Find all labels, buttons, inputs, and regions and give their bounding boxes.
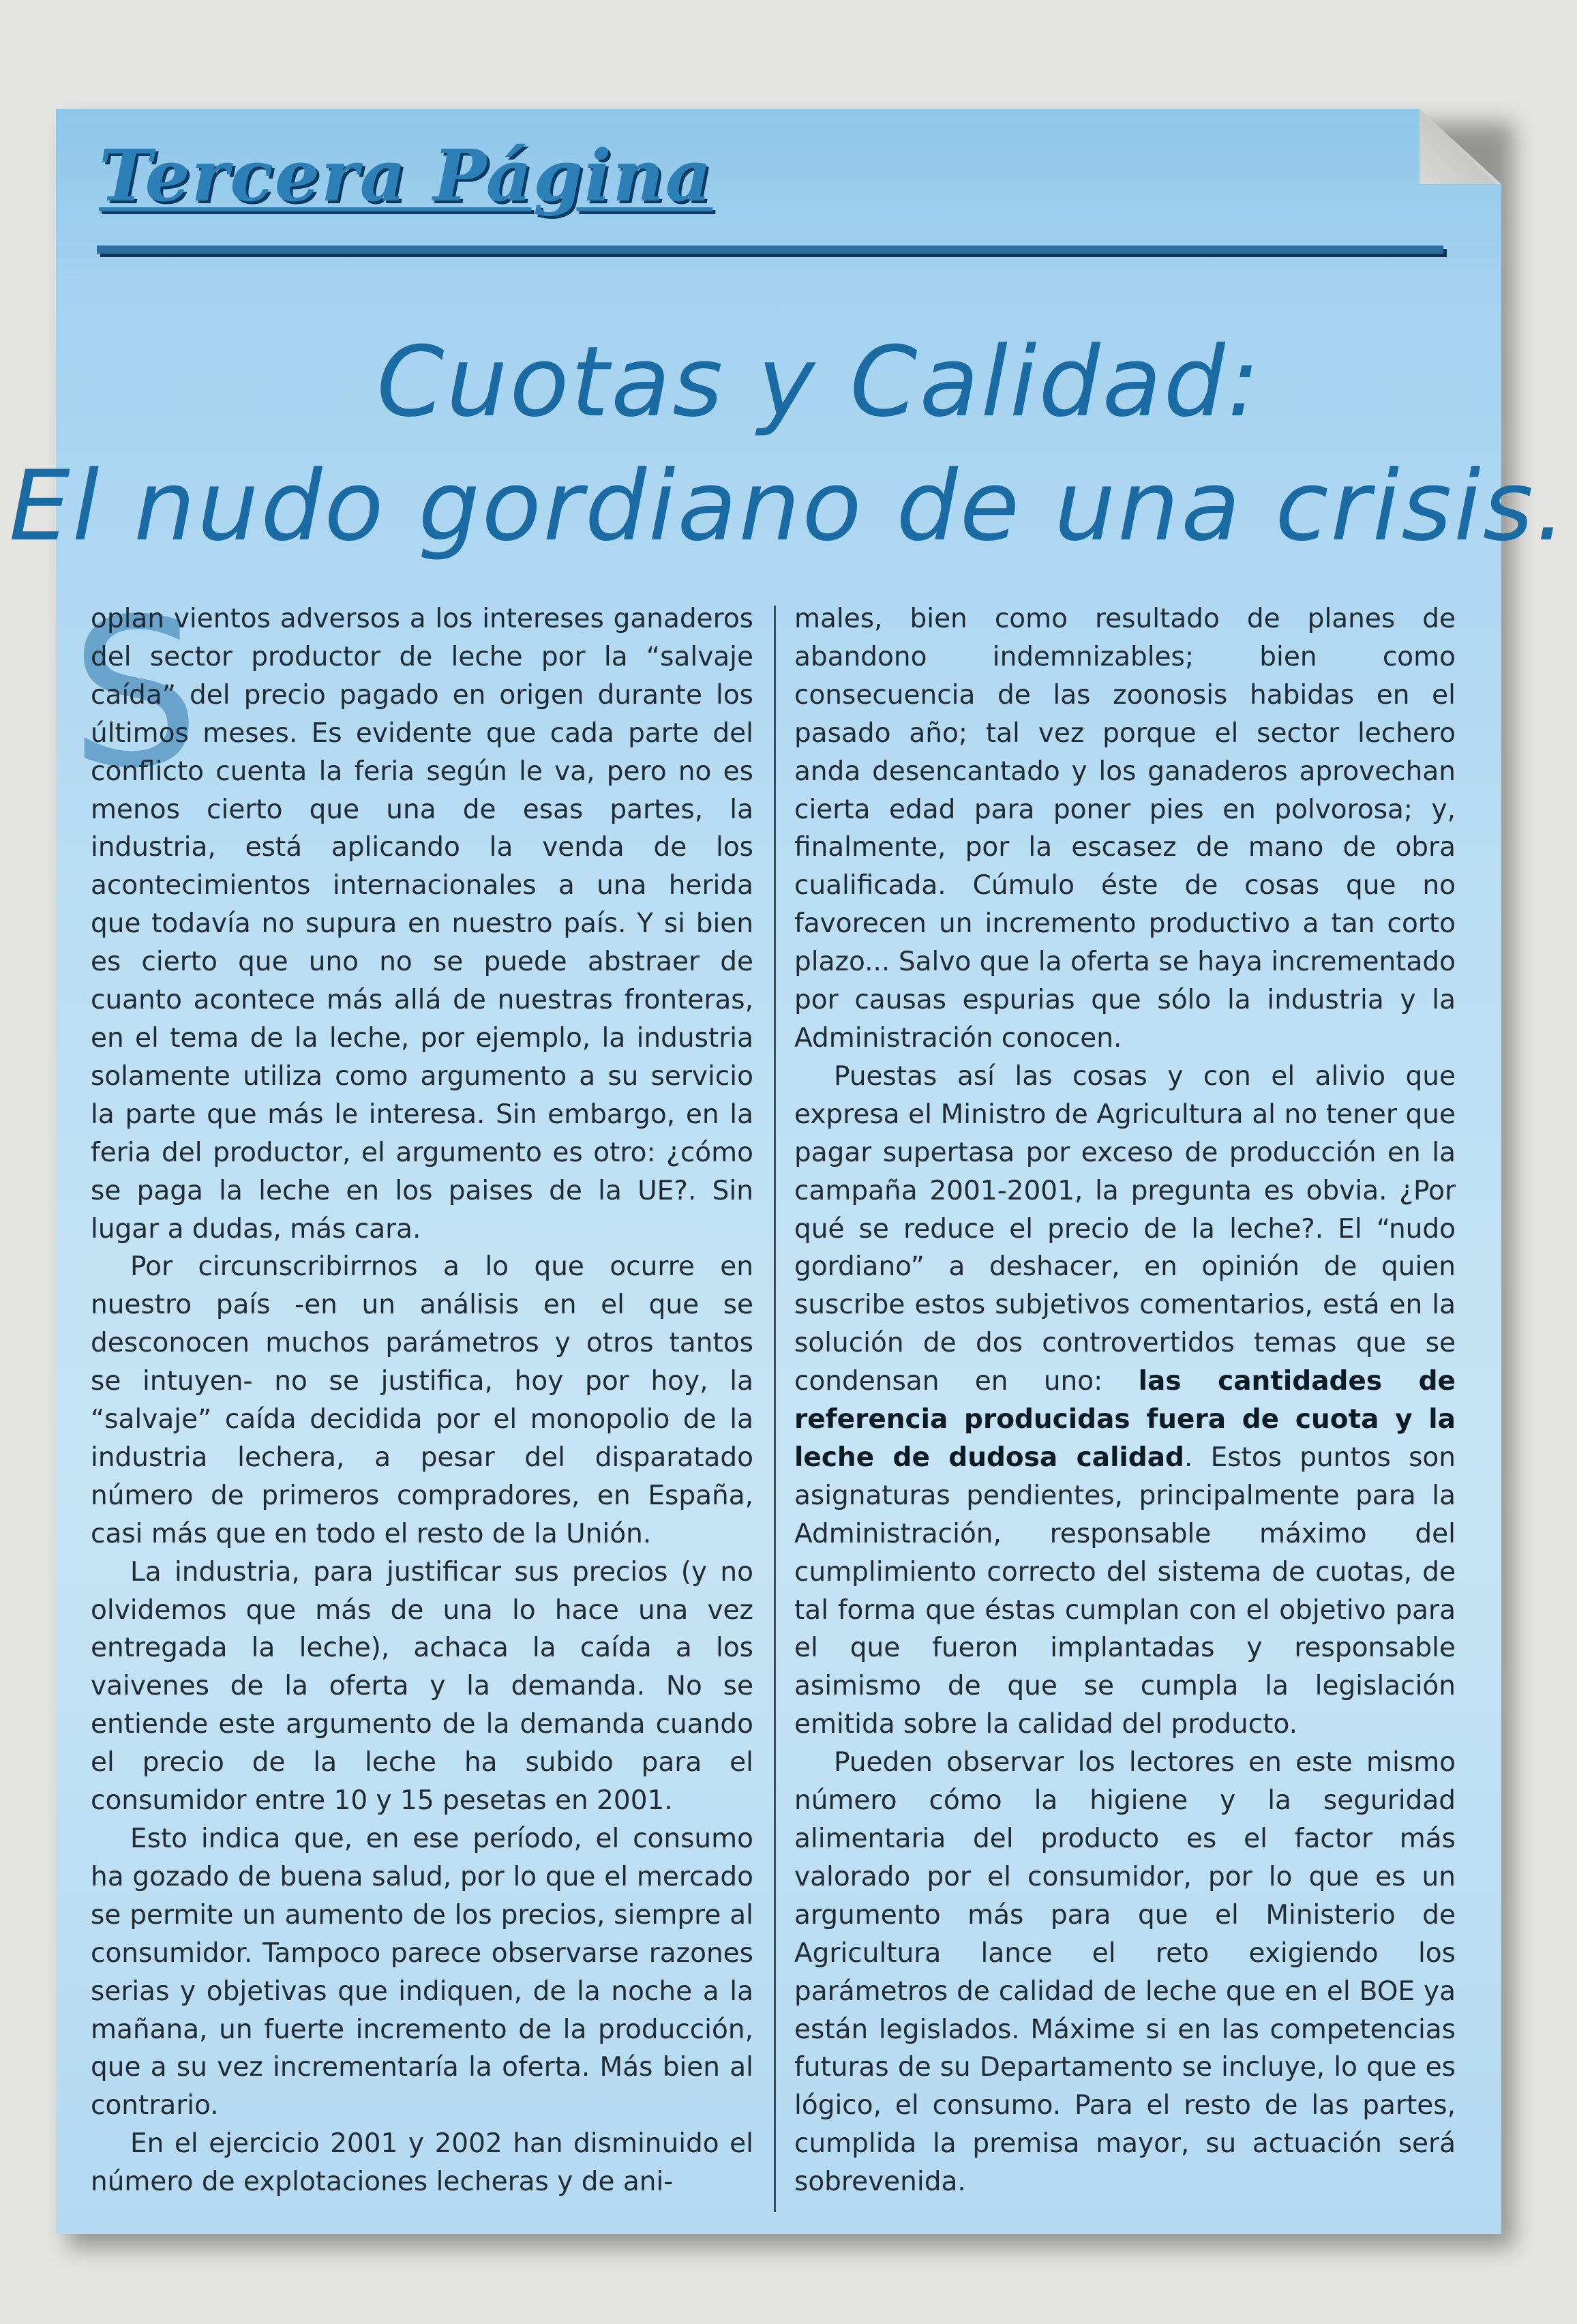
paragraph: oplan vientos adversos a los intereses ganaderos del sector productor de leche por la “salvaje caída” del precio pagado en origen durante los últimos meses. Es evidente que cada parte del conflicto cuenta la feria según le va, pero no es menos cierto que una de esas partes, la industria, está aplicando la venda de los acontecimientos internacionales a una herida que todavía no supura en nuestro país. Y si bien es cierto que uno no se puede abstraer de cuanto acontece más allá de nuestras fronteras, en el tema de la leche, por ejemplo, la industria solamente utiliza como argumento a su servicio la parte que más le interesa. Sin embargo, en la feria del productor, el argumento es otro: ¿cómo se paga la leche en los paises de la UE?. Sin lugar a dudas, más cara. (91, 604, 753, 1245)
paragraph-text: . Estos puntos son asignaturas pendientes, principalmente para la Administración, responsable máximo del cumplimiento correcto del sistema de cuotas, de tal forma que éstas cumplan con el objetivo para el que fueron implantadas y responsable asimismo de que se cumpla la legislación emitida sobre la calidad del producto. (794, 1442, 1456, 1740)
paragraph-text: Puestas así las cosas y con el alivio que expresa el Ministro de Agricultura al no tener que pagar supertasa por exceso de producción en la campaña 2001-2001, la pregunta es obvia. ¿Por qué se reduce el precio de la leche?. El “nudo gordiano” a deshacer, en opinión de quien suscribe estos subjetivos comentarios, está en la solución de dos controvertidos temas que se condensan en uno: (794, 1060, 1456, 1397)
article-right-column (794, 600, 1456, 2201)
headline-line-1: Cuotas y Calidad: (376, 326, 1262, 438)
drop-cap: S (70, 575, 200, 813)
paragraph: Pueden observar los lectores en este mismo número cómo la higiene y la seguridad alimentaria del producto es el factor más valorado por el consumidor, por lo que es un argumento más para que el Ministerio de Agricultura lance el reto exigiendo los parámetros de calidad de leche que en el BOE ya están legislados. Máxime si en las competencias futuras de su Departamento se incluye, lo que es lógico, el consumo. Para el resto de las partes, cumplida la premisa mayor, su actuación será sobrevenida. (794, 1747, 1456, 2198)
paragraph (794, 1058, 1456, 1744)
headline-line-2: El nudo gordiano de una crisis. (9, 450, 1568, 563)
bold-emphasis: las cantidades de referencia producidas fuera de cuota y la leche de dudosa calidad (794, 1366, 1456, 1473)
paragraph: En el ejercicio 2001 y 2002 han disminuido el número de explotaciones lecheras y de ani- (91, 2128, 753, 2198)
column-divider (774, 606, 776, 2212)
title-underline-rule (97, 245, 1443, 254)
paragraph: males, bien como resultado de planes de abandono indemnizables; bien como consecuencia de las zoonosis habidas en el pasado año; tal vez porque el sector lechero anda desencantado y los ganaderos aprovechan cierta edad para poner pies en polvorosa; y, finalmente, por la escasez de mano de obra cualificada. Cúmulo éste de cosas que no favorecen un incremento productivo a tan corto plazo... Salvo que la oferta se haya incrementado por causas espurias que sólo la industria y la Administración conocen. (794, 604, 1456, 1054)
paragraph: Esto indica que, en ese período, el consumo ha gozado de buena salud, por lo que el mercado se permite un aumento de los precios, siempre al consumidor. Tampoco parece observarse razones serias y objetivas que indiquen, de la noche a la mañana, un fuerte incremento de la producción, que a su vez incrementaría la oferta. Más bien al contrario. (91, 1823, 753, 2121)
article-left-column (91, 600, 753, 2201)
paragraph: Por circunscribirrnos a lo que ocurre en nuestro país -en un análisis en el que se desconocen muchos parámetros y otros tantos se intuyen- no se justifica, hoy por hoy, la “salvaje” caída decidida por el monopolio de la industria lechera, a pesar del disparatado número de primeros compradores, en España, casi más que en todo el resto de la Unión. (91, 1251, 753, 1549)
paragraph: La industria, para justificar sus precios (y no olvidemos que más de una lo hace una vez entregada la leche), achaca la caída a los vaivenes de la oferta y la demanda. No se entiende este argumento de la demanda cuando el precio de la leche ha subido para el consumidor entre 10 y 15 pesetas en 2001. (91, 1556, 753, 1817)
section-title: Tercera Página (99, 134, 713, 218)
